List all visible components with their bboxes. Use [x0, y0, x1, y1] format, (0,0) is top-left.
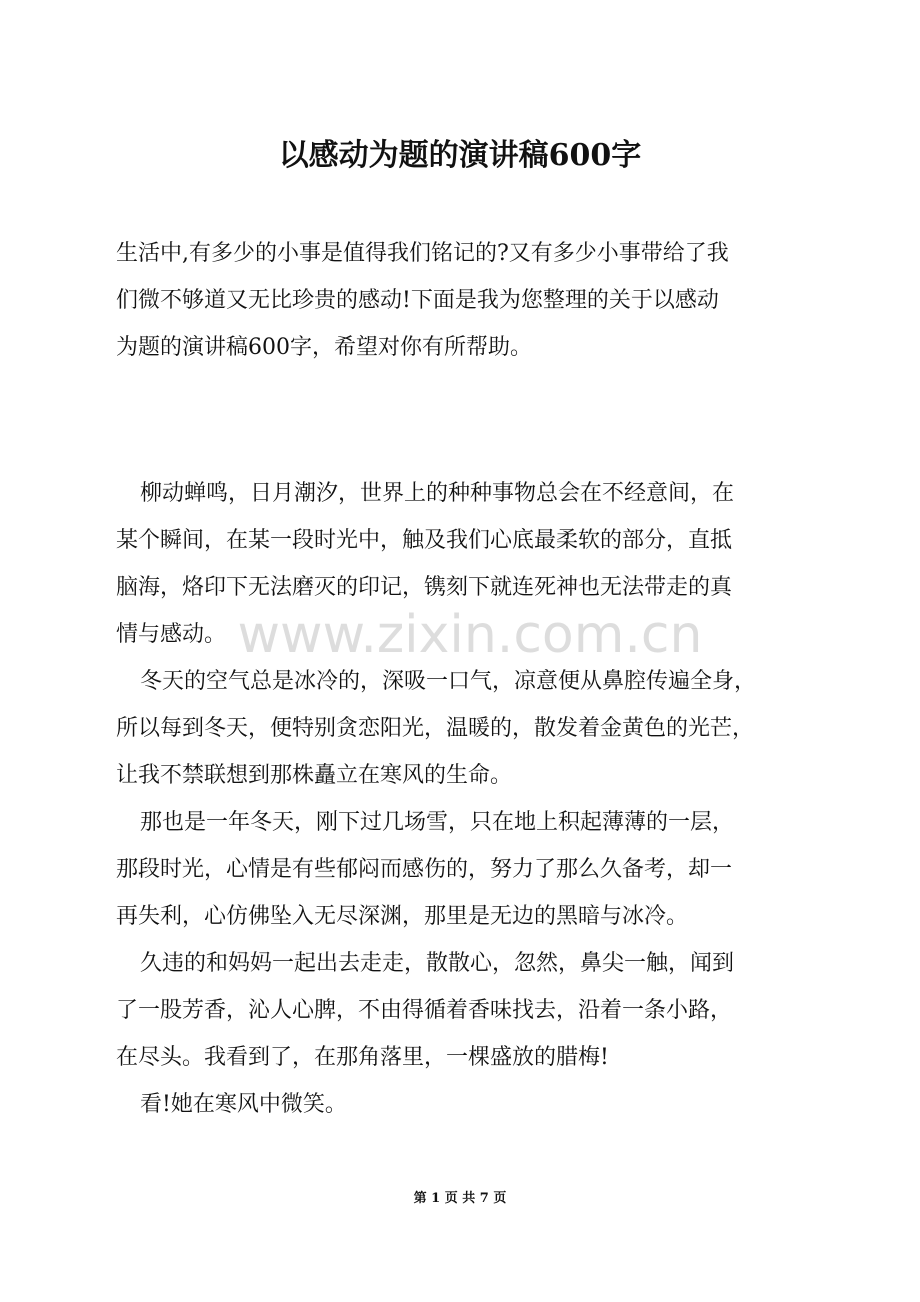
body-line: 了一股芳香，沁人心脾，不由得循着香味找去，沿着一条小路， — [116, 998, 733, 1023]
body-line: 某个瞬间，在某一段时光中，触及我们心底最柔软的部分，直抵 — [116, 528, 733, 553]
body-line: 那也是一年冬天，刚下过几场雪，只在地上积起薄薄的一层， — [140, 810, 735, 835]
body-line: 所以每到冬天，便特别贪恋阳光，温暖的，散发着金黄色的光芒， — [116, 716, 755, 741]
body-line: 看!她在寒风中微笑。 — [140, 1092, 347, 1117]
watermark: www.zixin.com.cn — [237, 605, 703, 665]
intro-line: 们微不够道又无比珍贵的感动!下面是我为您整理的关于以感动 — [116, 288, 719, 313]
body-line: 再失利，心仿佛坠入无尽深渊，那里是无边的黑暗与冰冷。 — [116, 904, 689, 929]
body-line: 在尽头。我看到了，在那角落里，一棵盛放的腊梅! — [116, 1045, 609, 1070]
body-line: 脑海，烙印下无法磨灭的印记，镌刻下就连死神也无法带走的真 — [116, 575, 733, 600]
body-text — [116, 476, 836, 1134]
document-title: 以感动为题的演讲稿600字 — [278, 138, 642, 173]
intro-paragraph — [116, 236, 836, 377]
body-line: 久违的和妈妈一起出去走走，散散心，忽然，鼻尖一触，闻到 — [140, 951, 735, 976]
body-line: 冬天的空气总是冰冷的，深吸一口气，凉意便从鼻腔传遍全身， — [140, 669, 757, 694]
intro-line: 生活中,有多少的小事是值得我们铭记的?又有多少小事带给了我 — [116, 241, 729, 266]
page-footer: 第 1 页 共 7 页 — [413, 1191, 507, 1206]
body-line: 那段时光，心情是有些郁闷而感伤的，努力了那么久备考，却一 — [116, 857, 733, 882]
body-line: 柳动蝉鸣，日月潮汐，世界上的种种事物总会在不经意间，在 — [140, 481, 735, 506]
body-line: 让我不禁联想到那株矗立在寒风的生命。 — [116, 763, 513, 788]
body-line: 情与感动。 — [116, 622, 227, 647]
intro-line: 为题的演讲稿600字，希望对你有所帮助。 — [116, 335, 532, 360]
